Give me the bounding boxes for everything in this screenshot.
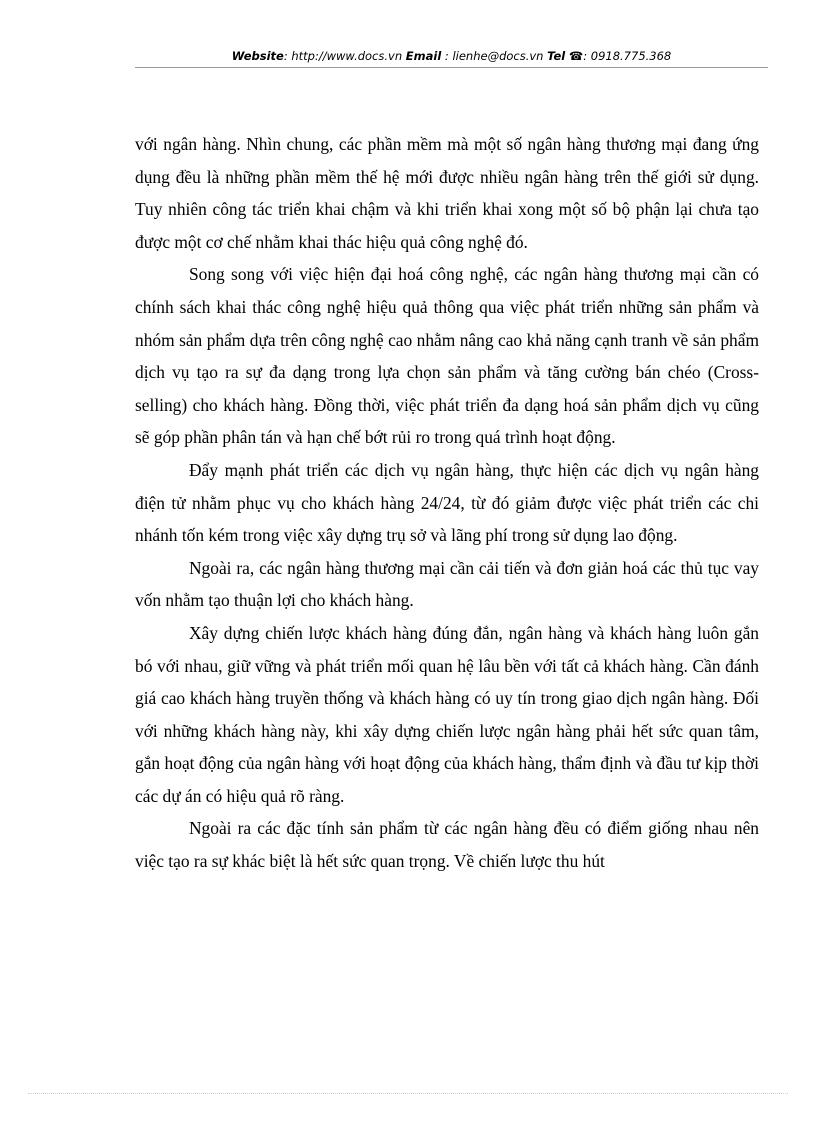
tel-label: Tel [547, 49, 566, 63]
website-label: Website [231, 49, 284, 63]
tel-value: : 0918.775.368 [583, 49, 672, 63]
paragraph-5: Xây dựng chiến lược khách hàng đúng đắn, ngân hàng và khách hàng luôn gắn bó với nhau, giữ vững và phát triển mối quan hệ lâu bền với tất cả khách hàng. Cần đánh giá cao khách hàng truyền thống và khách hàng có uy tín trong giao dịch ngân hàng. Đối với những khách hàng này, khi xây dựng chiến lược ngân hàng phải hết sức quan tâm, gắn hoạt động của ngân hàng với hoạt động của khách hàng, thẩm định và đầu tư kịp thời các dự án có hiệu quả rõ ràng. [135, 622, 759, 806]
email-label: Email [405, 49, 442, 63]
phone-icon: ☎ [568, 49, 584, 63]
paragraph-3: Đẩy mạnh phát triển các dịch vụ ngân hàng, thực hiện các dịch vụ ngân hàng điện tử nhằm phục vụ cho khách hàng 24/24, từ đó giảm được việc phát triển các chi nhánh tốn kém trong việc xây dựng trụ sở và lãng phí trong sử dụng lao động. [135, 459, 759, 546]
header-divider [135, 67, 768, 68]
email-value[interactable]: : lienhe@docs.vn [444, 49, 544, 63]
footer-divider [28, 1093, 788, 1094]
page-header [135, 47, 768, 67]
website-value[interactable]: : http://www.docs.vn [283, 49, 403, 63]
body-text [135, 128, 759, 878]
paragraph-6: Ngoài ra các đặc tính sản phẩm từ các ngân hàng đều có điểm giống nhau nên việc tạo ra sự khác biệt là hết sức quan trọng. Về chiến lược thu hút [135, 818, 759, 872]
paragraph-2: Song song với việc hiện đại hoá công nghệ, các ngân hàng thương mại cần có chính sách khai thác công nghệ hiệu quả thông qua việc phát triển những sản phẩm và nhóm sản phẩm dựa trên công nghệ cao nhằm nâng cao khả năng cạnh tranh về sản phẩm dịch vụ tạo ra sự đa dạng trong lựa chọn sản phẩm và tăng cường bán chéo (Cross- selling) cho khách hàng. Đồng thời, việc phát triển đa dạng hoá sản phẩm dịch vụ cũng sẽ góp phần phân tán và hạn chế bớt rủi ro trong quá trình hoạt động. [135, 264, 759, 448]
paragraph-4: Ngoài ra, các ngân hàng thương mại cần cải tiến và đơn giản hoá các thủ tục vay vốn nhằm tạo thuận lợi cho khách hàng. [135, 557, 759, 611]
paragraph-1: với ngân hàng. Nhìn chung, các phần mềm mà một số ngân hàng thương mại đang ứng dụng đều là những phần mềm thế hệ mới được nhiều ngân hàng trên thế giới sử dụng. Tuy nhiên công tác triển khai chậm và khi triển khai xong một số bộ phận lại chưa tạo được một cơ chế nhằm khai thác hiệu quả công nghệ đó. [135, 134, 759, 252]
